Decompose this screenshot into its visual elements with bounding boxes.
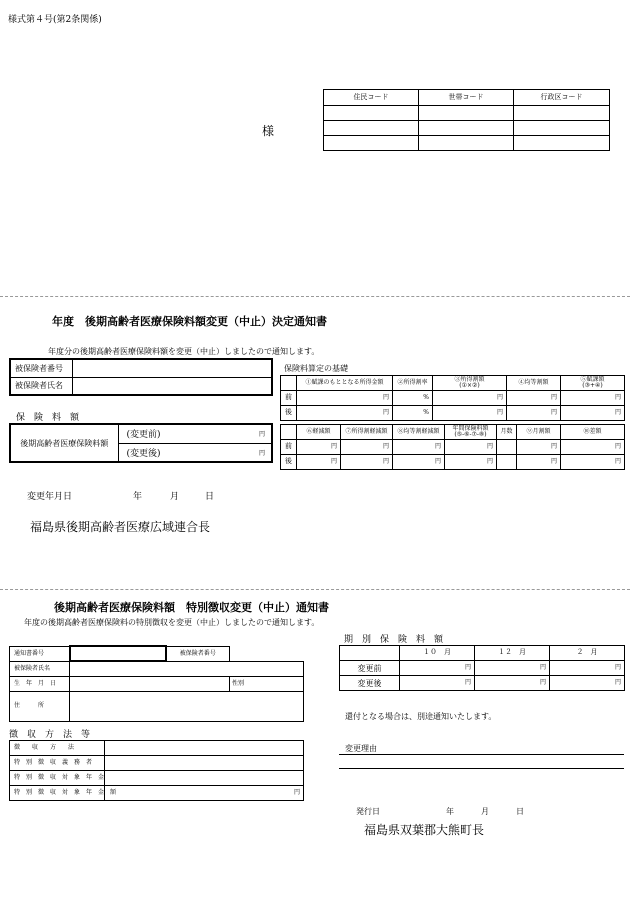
resident-code-header: 住民コード (324, 90, 419, 106)
cell-yen[interactable]: 円 (475, 661, 550, 676)
calc-header-reduction: ⑥軽減額 (297, 425, 341, 440)
cell-months[interactable] (497, 440, 517, 455)
insured-info-table (9, 358, 273, 396)
month-label: 月 (170, 492, 180, 502)
birthdate-label: 生 年 月 日 (10, 676, 70, 691)
collector-label: 特 別 徴 収 義 務 者 (10, 756, 105, 771)
calc-header-equal-reduction: ⑧均等割軽減額 (393, 425, 445, 440)
cell-yen[interactable]: 円 (400, 661, 475, 676)
row-before-label: 前 (281, 391, 297, 406)
calc-header-assessment: ⑤賦課額 (③+④) (561, 376, 625, 391)
household-code-cell[interactable] (419, 106, 514, 121)
row-after-label: 後 (281, 455, 297, 470)
month-12-header: １２ 月 (475, 646, 550, 661)
cell-yen[interactable]: 円 (561, 455, 625, 470)
calc-header-income-levy: ③所得割額 (①×②) (433, 376, 507, 391)
cell-yen[interactable]: 円 (400, 676, 475, 691)
premium-heading: 保 険 料 額 (16, 413, 80, 423)
calc-header-rate: ②所得割率 (393, 376, 433, 391)
cell-yen[interactable]: 円 (517, 455, 561, 470)
household-code-header: 世帯コード (419, 90, 514, 106)
notice2-insured-name-value[interactable] (70, 661, 304, 676)
premium-before-cell[interactable] (118, 424, 272, 443)
collection-heading: 徴 収 方 法 等 (9, 730, 91, 740)
calc-table-2 (280, 424, 625, 470)
cell-yen[interactable]: 円 (507, 391, 561, 406)
collection-table (9, 740, 304, 801)
pension-label: 特 別 徴 収 対 象 年 金 (10, 771, 105, 786)
notice2-insured-number-value[interactable] (230, 646, 304, 661)
insured-name-value[interactable] (72, 377, 272, 395)
issue-year-label: 年 (446, 807, 454, 816)
cell-yen[interactable]: 円 (433, 391, 507, 406)
insured-number-label: 被保険者番号 (10, 359, 72, 377)
premium-after-label: (変更後) (126, 448, 161, 459)
calc-header-equal-levy: ④均等割額 (507, 376, 561, 391)
collector-value[interactable] (105, 756, 304, 771)
cell-yen[interactable]: 円 (561, 440, 625, 455)
cell-yen[interactable]: 円 (393, 455, 445, 470)
cell-yen[interactable]: 円 (561, 391, 625, 406)
cut-line (0, 296, 630, 297)
periodic-heading: 期 別 保 険 料 額 (344, 635, 444, 645)
pension-value[interactable] (105, 771, 304, 786)
code-table (323, 89, 610, 151)
cell-yen[interactable]: 円 (297, 455, 341, 470)
insured-name-label: 被保険者氏名 (10, 377, 72, 395)
addressee-honorific: 様 (262, 124, 275, 138)
row-after-label: 後 (281, 406, 297, 421)
pension-amount-value[interactable]: 円 (105, 786, 304, 801)
cell-months[interactable] (497, 455, 517, 470)
periodic-after-label: 変更後 (340, 676, 400, 691)
month-2-header: ２ 月 (550, 646, 625, 661)
gender-label: 性別 (232, 679, 245, 687)
cell-yen[interactable]: 円 (297, 406, 393, 421)
issue-date-label: 発行日 (356, 807, 380, 816)
row-before-label: 前 (281, 440, 297, 455)
cell-yen[interactable]: 円 (507, 406, 561, 421)
cell-yen[interactable]: 円 (445, 440, 497, 455)
issue-day-label: 日 (516, 807, 524, 816)
notice-number-label: 通知書番号 (10, 646, 70, 661)
calc-header-difference: ⑩差額 (561, 425, 625, 440)
address-value[interactable] (70, 691, 304, 721)
cell-yen[interactable]: 円 (297, 440, 341, 455)
issue-month-label: 月 (481, 807, 489, 816)
cell-yen[interactable]: 円 (445, 455, 497, 470)
calc-heading: 保険料算定の基礎 (284, 364, 348, 373)
cell-yen[interactable]: 円 (433, 406, 507, 421)
pension-amount-label: 特 別 徴 収 対 象 年 金 額 (10, 786, 105, 801)
cut-line (0, 589, 630, 590)
district-code-header: 行政区コード (514, 90, 610, 106)
reason-line-2 (339, 768, 624, 769)
day-label: 日 (205, 492, 215, 502)
notice2-title: 後期高齢者医療保険料額 特別徴収変更（中止）通知書 (54, 601, 329, 614)
address-label: 住 所 (10, 691, 70, 721)
premium-table (9, 423, 273, 463)
cell-yen[interactable]: 円 (550, 676, 625, 691)
year-label: 年 (133, 492, 143, 502)
reason-label: 変更理由 (345, 744, 377, 753)
notice-number-value[interactable] (70, 646, 166, 661)
refund-note: 還付となる場合は、別途通知いたします。 (345, 712, 497, 721)
cell-yen[interactable]: 円 (561, 406, 625, 421)
reason-line-1 (339, 754, 624, 755)
calc-header-monthly: ⑨月割額 (517, 425, 561, 440)
birthdate-value[interactable] (70, 676, 230, 691)
gender-cell[interactable] (230, 676, 304, 691)
premium-after-cell[interactable] (118, 443, 272, 462)
change-date-label: 変更年月日 (27, 492, 73, 502)
collection-method-value[interactable] (105, 741, 304, 756)
notice2-info-table (9, 645, 304, 722)
district-code-cell[interactable] (514, 106, 610, 121)
calc-header-income-reduction: ⑦所得割軽減額 (341, 425, 393, 440)
cell-yen[interactable]: 円 (297, 391, 393, 406)
notice2-insured-number-label: 被保険者番号 (166, 646, 230, 661)
yen-unit: 円 (258, 449, 265, 457)
cell-percent[interactable]: % (393, 391, 433, 406)
premium-before-label: (変更前) (126, 430, 161, 441)
periodic-table (339, 645, 625, 691)
cell-yen[interactable]: 円 (517, 440, 561, 455)
notice2-intro: 年度の後期高齢者医療保険料の特別徴収を変更（中止）しましたので通知します。 (24, 618, 320, 627)
cell-yen[interactable]: 円 (393, 440, 445, 455)
yen-unit: 円 (258, 431, 265, 438)
form-id: 様式第４号(第2条関係) (8, 15, 102, 25)
notice2-issuer: 福島県双葉郡大熊町長 (364, 823, 485, 837)
notice1-issuer: 福島県後期高齢者医療広域連合長 (30, 520, 211, 534)
notice1-intro: 年度分の後期高齢者医療保険料額を変更（中止）しましたので通知します。 (48, 347, 320, 356)
month-10-header: １０ 月 (400, 646, 475, 661)
notice1-title: 年度 後期高齢者医療保険料額変更（中止）決定通知書 (52, 315, 327, 328)
cell-yen[interactable]: 円 (550, 661, 625, 676)
calc-table-1 (280, 375, 625, 421)
calc-header-income: ①賦課のもととなる所得金額 (297, 376, 393, 391)
premium-label: 後期高齢者医療保険料額 (10, 424, 118, 462)
notice2-insured-name-label: 被保険者氏名 (10, 661, 70, 676)
cell-yen[interactable]: 円 (341, 440, 393, 455)
cell-yen[interactable]: 円 (475, 676, 550, 691)
calc-header-annual: 年間保険料額 (⑤-⑥-⑦-⑧) (445, 425, 497, 440)
cell-percent[interactable]: % (393, 406, 433, 421)
collection-method-label: 徴 収 方 法 (10, 741, 105, 756)
insured-number-value[interactable] (72, 359, 272, 377)
cell-yen[interactable]: 円 (341, 455, 393, 470)
calc-header-months: 月数 (497, 425, 517, 440)
periodic-before-label: 変更前 (340, 661, 400, 676)
resident-code-cell[interactable] (324, 106, 419, 121)
